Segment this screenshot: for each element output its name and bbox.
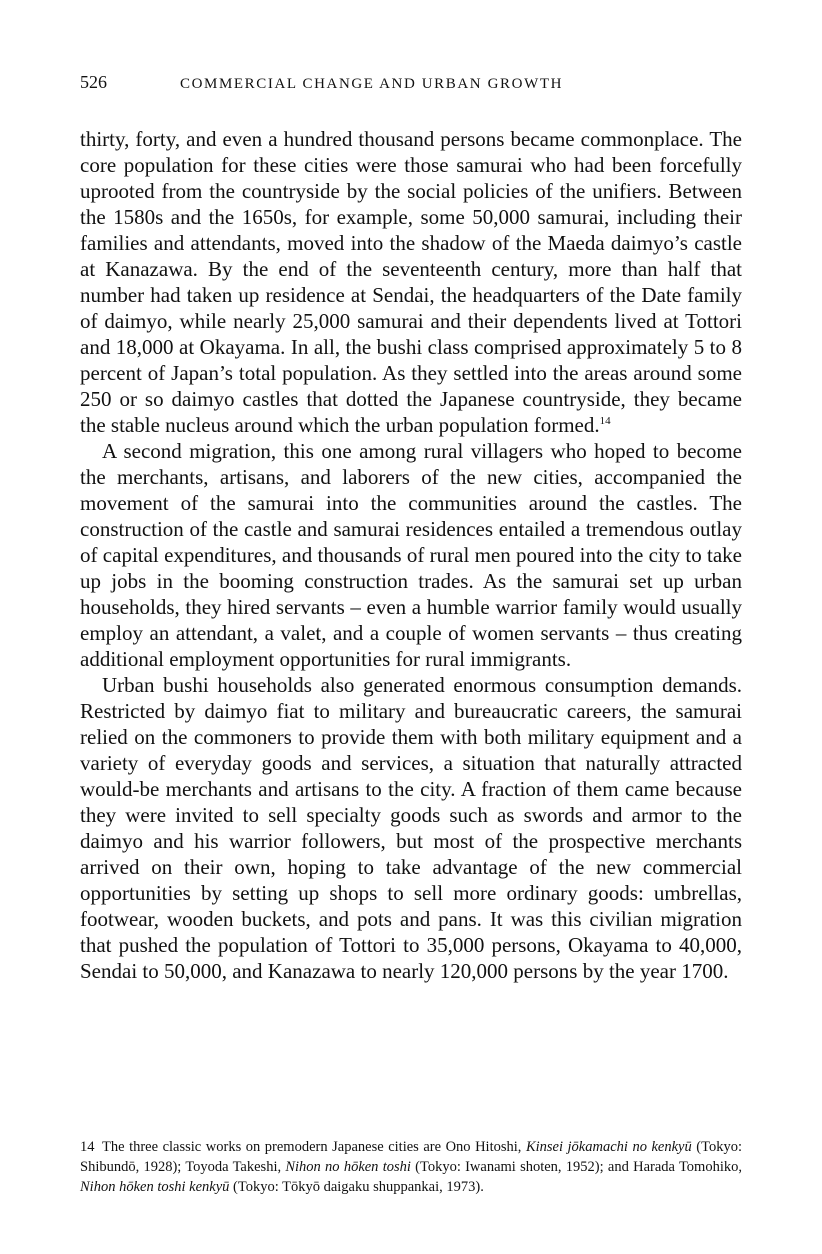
footnote-text-3: (Tokyo: Iwanami shoten, 1952); and Harada Tomohiko, — [410, 1159, 742, 1175]
paragraph-3: Urban bushi households also generated enormous consumption demands. Restricted by daimyo fiat to military and bureaucratic careers, the samurai relied on the commoners to provide them with both military equipment and a variety of everyday goods and services, a situation that naturally attracted would-be merchants and artisans to the city. A fraction of them came because they were invited to sell specialty goods such as swords and armor to the daimyo and his warrior followers, but most of the prospective merchants arrived on their own, hoping to take advantage of the new commercial opportunities by setting up shops to sell more ordinary goods: umbrellas, footwear, wooden buckets, and pots and pans. It was this civilian migration that pushed the population of Tottori to 35,000 persons, Okayama to 40,000, Sendai to 50,000, and Kanazawa to nearly 120,000 persons by the year 1700. — [80, 673, 742, 983]
footnote-number: 14 — [80, 1139, 95, 1155]
page-number: 526 — [80, 72, 107, 92]
paragraph-1 — [80, 126, 742, 438]
footnote-text — [80, 1139, 742, 1195]
footnote-title-3: Nihon hōken toshi kenkyū — [80, 1179, 230, 1195]
footnote — [80, 1137, 742, 1197]
paragraph-1-text: thirty, forty, and even a hundred thousand persons became commonplace. The core population for these cities were those samurai who had been forcefully uprooted from the countryside by the social policies of the unifiers. Between the 1580s and the 1650s, for example, some 50,000 samurai, including their families and attendants, moved into the shadow of the Maeda daimyo’s castle at Kanazawa. By the end of the seventeenth century, more than half that number had taken up residence at Sendai, the headquarters of the Date family of daimyo, while nearly 25,000 samurai and their dependents lived at Tottori and 18,000 at Okayama. In all, the bushi class comprised approximately 5 to 8 percent of Japan’s total population. As they settled into the areas around some 250 or so daimyo castles that dotted the Japanese countryside, they became the stable nucleus around which the urban population formed. — [80, 127, 742, 437]
footnote-reference[interactable]: 14 — [599, 415, 611, 427]
footnote-title-1: Kinsei jōkamachi no kenkyū — [525, 1139, 692, 1155]
footnote-text-1: The three classic works on premodern Japanese cities are Ono Hitoshi, — [102, 1139, 526, 1155]
body-text — [80, 126, 742, 984]
page-header — [80, 72, 762, 93]
footnote-text-4: (Tokyo: Tōkyō daigaku shuppankai, 1973). — [229, 1179, 484, 1195]
running-head: COMMERCIAL CHANGE AND URBAN GROWTH — [180, 76, 564, 92]
footnote-title-2: Nihon no hōken toshi — [285, 1159, 411, 1175]
footnote-text-2: (Tokyo: Shibundō, 1928); Toyoda Takeshi, — [80, 1139, 742, 1175]
paragraph-2: A second migration, this one among rural villagers who hoped to become the merchants, artisans, and laborers of the new cities, accompanied the movement of the samurai into the communities around the castles. The construction of the castle and samurai residences entailed a tremendous outlay of capital expenditures, and thousands of rural men poured into the city to take up jobs in the booming construction trades. As the samurai set up urban households, they hired servants – even a humble warrior family would usually employ an attendant, a valet, and a couple of women servants – thus creating additional employment opportunities for rural immigrants. — [80, 439, 742, 671]
